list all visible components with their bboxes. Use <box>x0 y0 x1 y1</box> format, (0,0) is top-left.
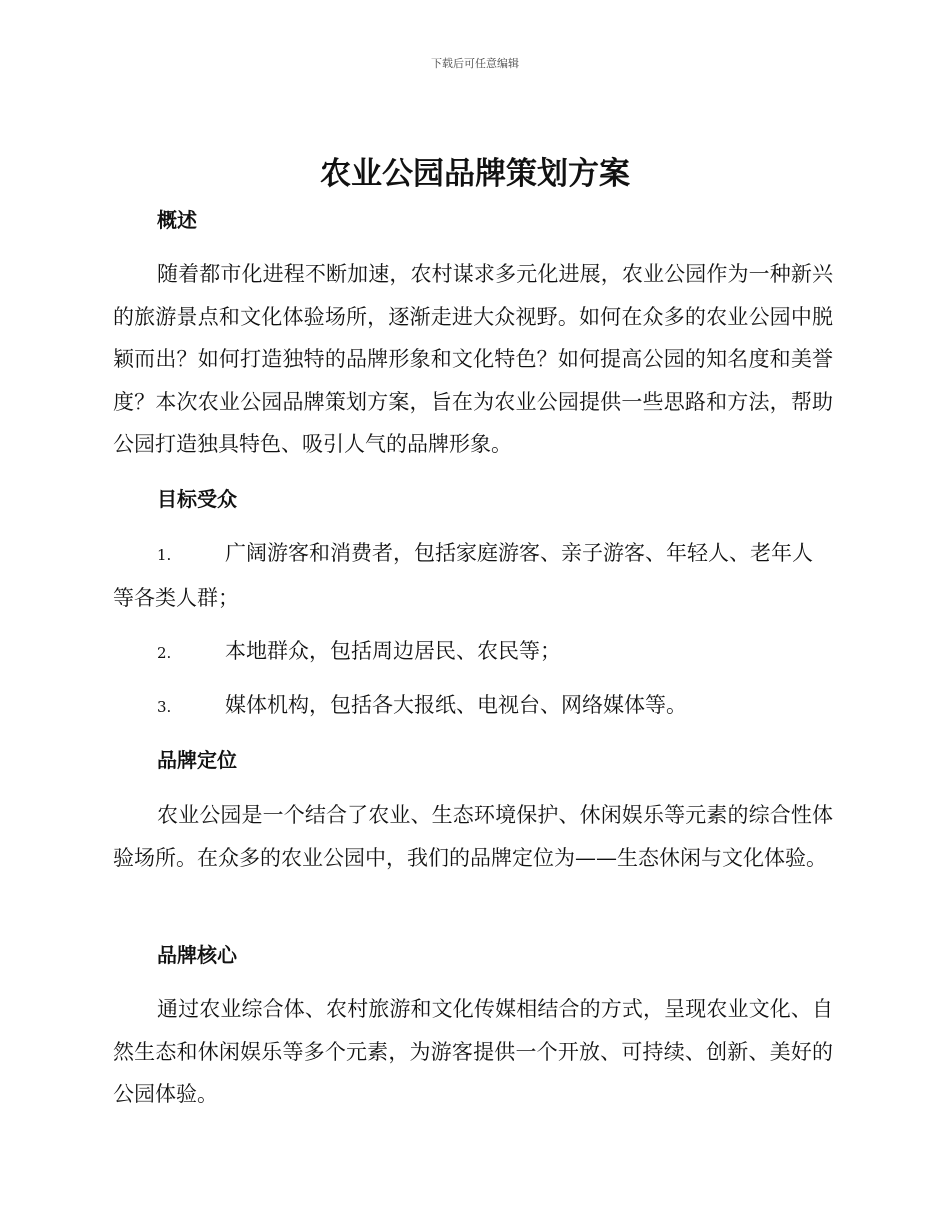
section-paragraph-core: 通过农业综合体、农村旅游和文化传媒相结合的方式，呈现农业文化、自然生态和休闲娱乐等多个元素，为游客提供一个开放、可持续、创新、美好的公园体验。 <box>113 997 833 1106</box>
section-heading-audience: 目标受众 <box>157 487 237 511</box>
list-item-number: 3. <box>157 698 172 716</box>
section-heading-core: 品牌核心 <box>157 943 237 967</box>
list-item-number: 2. <box>157 644 172 662</box>
section-heading-overview: 概述 <box>157 208 197 232</box>
list-item-number: 1. <box>157 546 172 564</box>
list-item-text: 本地群众，包括周边居民、农民等； <box>225 639 561 663</box>
list-item <box>113 532 833 619</box>
section-paragraph-positioning: 农业公园是一个结合了农业、生态环境保护、休闲娱乐等元素的综合性体验场所。在众多的农业公园中，我们的品牌定位为——生态休闲与文化体验。 <box>113 803 833 870</box>
document-title: 农业公园品牌策划方案 <box>320 156 630 192</box>
header-note: 下载后可任意编辑 <box>431 57 519 70</box>
list-item-text: 广阔游客和消费者，包括家庭游客、亲子游客、年轻人、老年人等各类人群； <box>113 541 813 610</box>
list-item <box>113 630 833 675</box>
section-paragraph-overview: 随着都市化进程不断加速，农村谋求多元化进展，农业公园作为一种新兴的旅游景点和文化体验场所，逐渐走进大众视野。如何在众多的农业公园中脱颖而出？如何打造独特的品牌形象和文化特色？如何提高公园的知名度和美誉度？本次农业公园品牌策划方案，旨在为农业公园提供一些思路和方法，帮助公园打造独具特色、吸引人气的品牌形象。 <box>113 262 833 456</box>
list-item-text: 媒体机构，包括各大报纸、电视台、网络媒体等。 <box>225 693 687 717</box>
section-heading-positioning: 品牌定位 <box>157 748 237 772</box>
list-item <box>113 684 833 729</box>
